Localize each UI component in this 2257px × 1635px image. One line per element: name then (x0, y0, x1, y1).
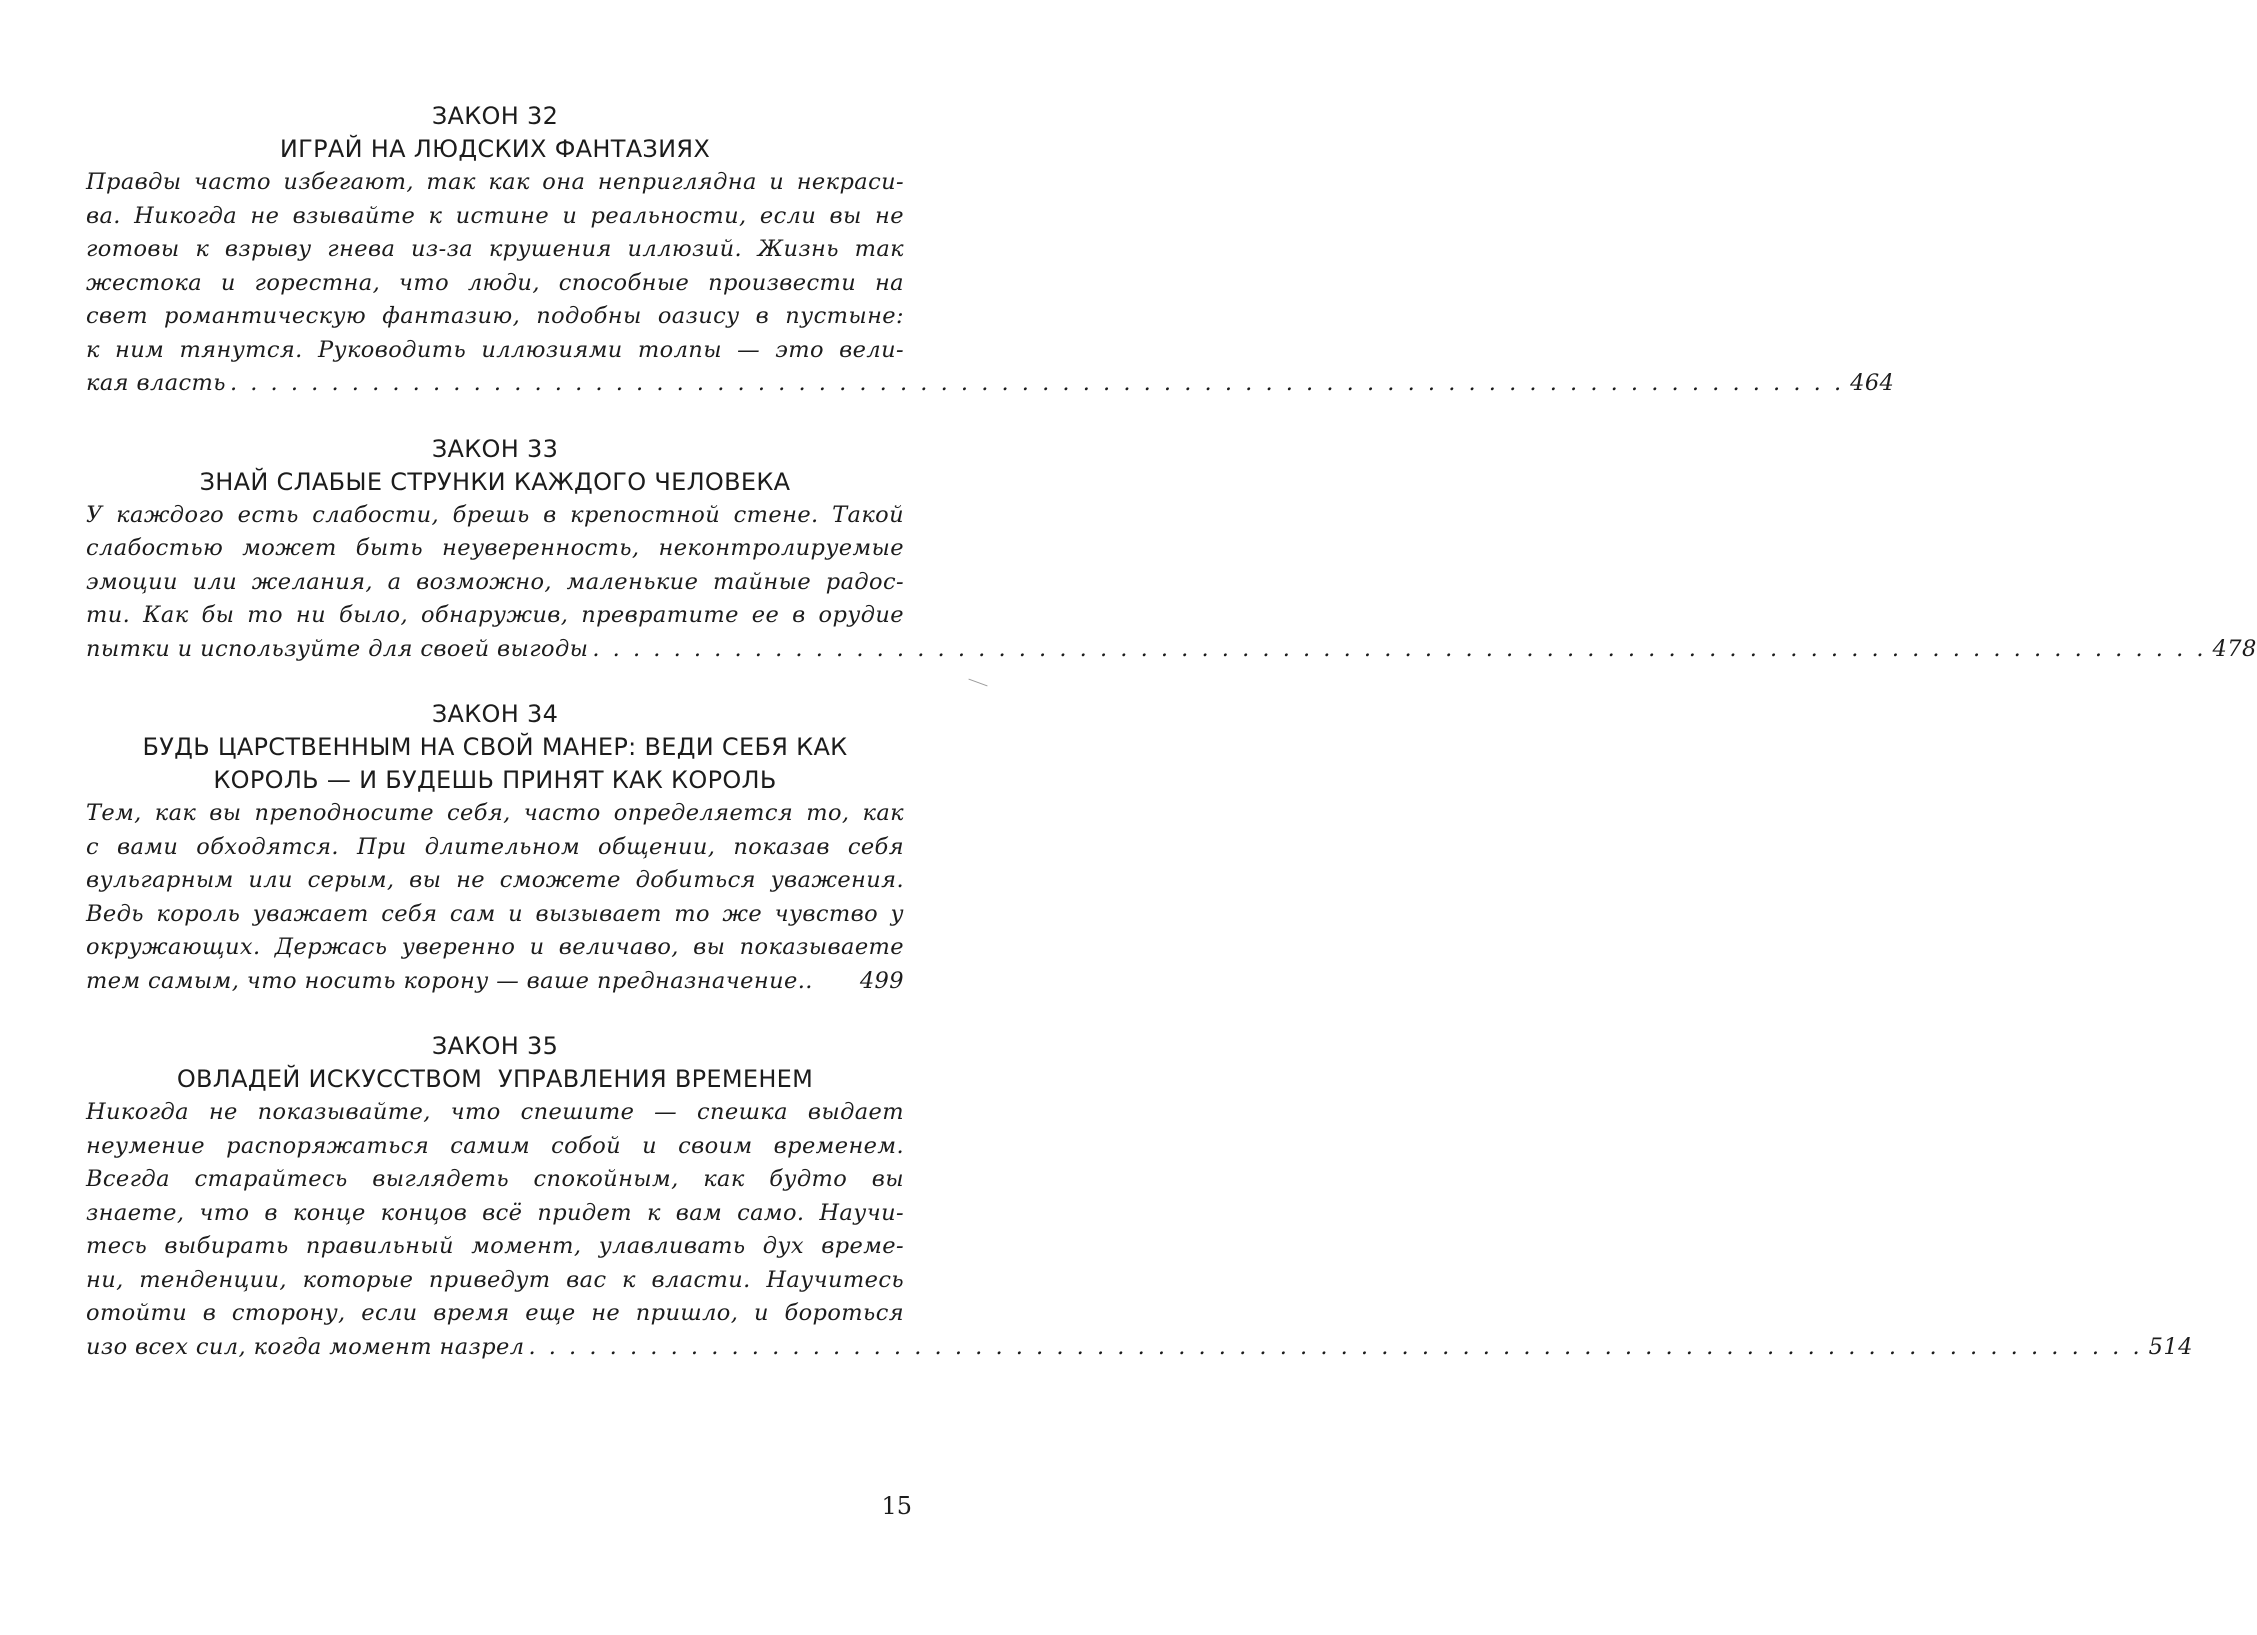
desc-line: ни, тенденции, которые приведут вас к власти. Научитесь (86, 1266, 904, 1293)
desc-line: вульгарным или серым, вы не сможете добиться уважения. (86, 867, 904, 893)
law-description (86, 166, 1895, 401)
page-reference[interactable]: 464 (1850, 370, 1895, 396)
desc-line: эмоции или желания, а возможно, маленькие тайные радос- (86, 568, 904, 595)
desc-line: тем самым, что носить корону — ваше предназначение.. (86, 967, 813, 994)
law-number: ЗАКОН 32 (431, 102, 559, 130)
desc-line: Ведь король уважает себя сам и вызывает то же чувство у (86, 900, 904, 927)
law-entry-35 (86, 1030, 2193, 1364)
page-reference[interactable]: 499 (859, 967, 904, 994)
desc-line: к ним тянутся. Руководить иллюзиями толпы — это вели- (86, 336, 904, 363)
desc-line: ва. Никогда не взывайте к истине и реальности, если вы не (86, 202, 904, 229)
page-reference[interactable]: 514 (2148, 1333, 2193, 1360)
desc-last-line (86, 1331, 2193, 1365)
page-number: 15 (881, 1492, 912, 1520)
desc-line: жестока и горестна, что люди, способные произвести на (86, 269, 904, 296)
law-number: ЗАКОН 34 (431, 700, 559, 728)
law-title (86, 731, 904, 797)
desc-line: кая власть (86, 370, 226, 396)
desc-line: с вами обходятся. При длительном общении, показав себя (86, 833, 904, 860)
desc-line: пытки и используйте для своей выгоды (86, 635, 589, 662)
desc-line: окружающих. Держась уверенно и величаво, вы показываете (86, 934, 904, 960)
law-description (86, 797, 904, 998)
desc-last-line (86, 633, 2257, 667)
desc-line: неумение распоряжаться самим собой и своим временем. (86, 1132, 904, 1159)
desc-line: Правды часто избегают, так как она неприглядна и некраси- (86, 169, 904, 195)
desc-line: Всегда старайтесь выглядеть спокойным, как будто вы (86, 1166, 904, 1192)
law-entry-33 (86, 433, 2257, 667)
law-number: ЗАКОН 33 (431, 434, 559, 463)
desc-line: отойти в сторону, если время еще не пришло, и бороться (86, 1300, 904, 1326)
dot-leader: . . . . . . . . . . . . . . . . . . . . . . . . . . . . . . . . . . . . . . . . . . . . . . . . . . . . . . . . . . . . . . . . . . . . . . . . . . . . . . . . (528, 1333, 2143, 1360)
law-description (86, 1096, 2193, 1364)
law-title-line: КОРОЛЬ — И БУДЕШЬ ПРИНЯТ КАК КОРОЛЬ (213, 766, 777, 794)
dot-leader: . . . . . . . . . . . . . . . . . . . . . . . . . . . . . . . . . . . . . . . . . . . . . . . . . . . . . . . . . . . . . . . . . . . . . . . . . . . . . . . . (592, 635, 2207, 662)
desc-line: Тем, как вы преподносите себя, часто определяется то, как (86, 800, 904, 826)
law-title-line: ОВЛАДЕЙ ИСКУССТВОМ УПРАВЛЕНИЯ ВРЕМЕНЕМ (176, 1065, 814, 1093)
desc-line: изо всех сил, когда момент назрел (86, 1333, 525, 1360)
desc-line: слабостью может быть неуверенность, неконтролируемые (86, 535, 904, 561)
law-entry-34 (86, 698, 904, 998)
desc-line: знаете, что в конце концов всё придет к вам само. Научи- (86, 1199, 904, 1226)
desc-line: У каждого есть слабости, брешь в крепостной стене. Такой (86, 501, 904, 528)
law-title (86, 1063, 904, 1096)
table-of-contents (86, 100, 2257, 1396)
desc-last-line (86, 367, 1895, 401)
law-description (86, 499, 2257, 667)
law-title-line: ЗНАЙ СЛАБЫЕ СТРУНКИ КАЖДОГО ЧЕЛОВЕКА (199, 467, 791, 496)
desc-last-line (86, 965, 904, 999)
law-title-line: ИГРАЙ НА ЛЮДСКИХ ФАНТАЗИЯХ (279, 135, 711, 163)
desc-line: свет романтическую фантазию, подобны оазису в пустыне: (86, 303, 904, 329)
desc-line: Никогда не показывайте, что спешите — спешка выдает (86, 1099, 904, 1125)
law-title (86, 133, 904, 166)
law-number: ЗАКОН 35 (431, 1032, 559, 1060)
desc-line: тесь выбирать правильный момент, улавливать дух време- (86, 1233, 904, 1259)
dot-leader: . . . . . . . . . . . . . . . . . . . . . . . . . . . . . . . . . . . . . . . . . . . . . . . . . . . . . . . . . . . . . . . . . . . . . . . . . . . . . . . . (229, 370, 1845, 396)
law-entry-32 (86, 100, 1895, 401)
scan-mark (968, 679, 987, 687)
page-reference[interactable]: 478 (2212, 635, 2257, 662)
desc-line: готовы к взрыву гнева из-за крушения иллюзий. Жизнь так (86, 236, 904, 262)
law-title-line: БУДЬ ЦАРСТВЕННЫМ НА СВОЙ МАНЕР: ВЕДИ СЕБЯ КАК (142, 733, 848, 761)
law-title (86, 466, 904, 499)
desc-line: ти. Как бы то ни было, обнаружив, превратите ее в орудие (86, 602, 904, 628)
